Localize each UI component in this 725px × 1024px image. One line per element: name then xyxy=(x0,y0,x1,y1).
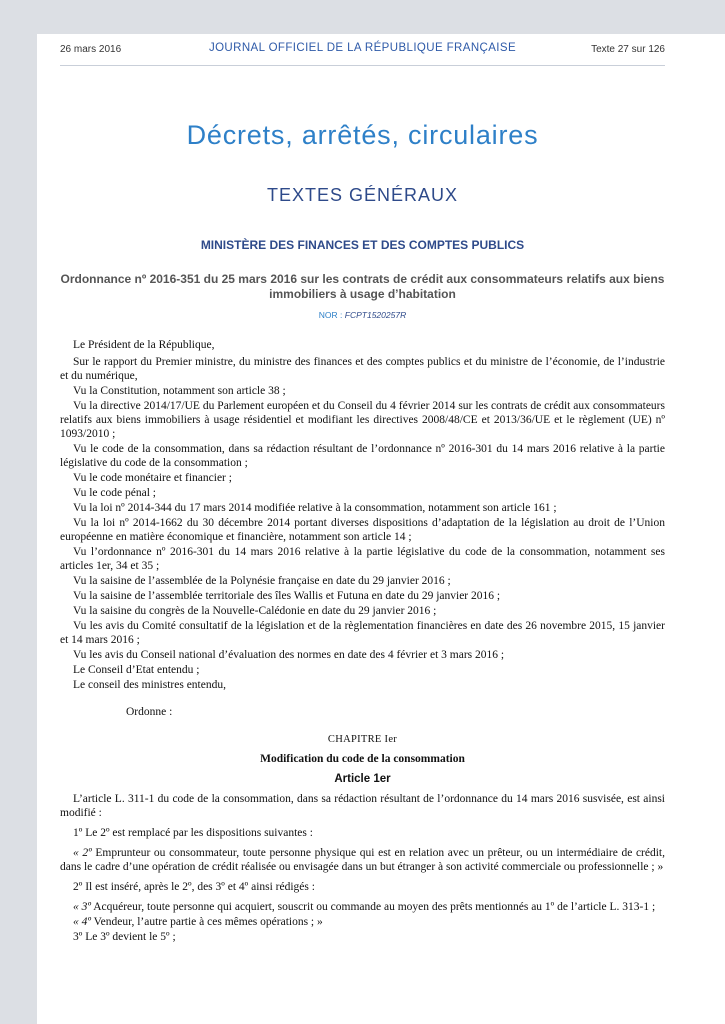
chapter-title: Modification du code de la consommation xyxy=(260,753,465,765)
preamble-line: Vu l’ordonnance nº 2016-301 du 14 mars 2016 relative à la partie législative du code de la consommation, notamment ses articles 1er, 34 et 35 ; xyxy=(60,546,665,572)
section-title: Décrets, arrêtés, circulaires xyxy=(186,120,539,150)
preamble-line: Le Président de la République, xyxy=(73,339,215,351)
header-texte: Texte 27 sur 126 xyxy=(591,44,665,55)
header-date: 26 mars 2016 xyxy=(60,44,122,55)
article-intro: L’article L. 311-1 du code de la consommation, dans sa rédaction résultant de l’ordonnance du 14 mars 2016 susvisée, est ainsi modifié : xyxy=(60,793,665,819)
preamble-line: Vu la saisine du congrès de la Nouvelle-Calédonie en date du 29 janvier 2016 ; xyxy=(73,605,437,617)
preamble-line: Vu le code monétaire et financier ; xyxy=(73,472,232,484)
quote-text: Acquéreur, toute personne qui acquiert, souscrit ou commande au moyen des prêts mentionnés au 1º de l’article L. 313-1 ; xyxy=(90,901,656,913)
preamble-line: Vu le code de la consommation, dans sa rédaction résultant de l’ordonnance nº 2016-301 du 14 mars 2016 relative à la partie législative du code de la consommation ; xyxy=(60,443,665,469)
preamble-line: Sur le rapport du Premier ministre, du ministre des finances et des comptes publics et du ministre de l’économie, de l’industrie et du numérique, xyxy=(60,356,665,382)
page-header xyxy=(60,42,665,58)
quote-text: Vendeur, l’autre partie à ces mêmes opérations ; » xyxy=(90,916,323,928)
article-point-3: 3º Le 3º devient le 5º ; xyxy=(73,931,176,943)
preamble-line: Vu la loi nº 2014-344 du 17 mars 2014 modifiée relative à la consommation, notamment son article 161 ; xyxy=(73,502,557,514)
ordonnance-title: Ordonnance nº 2016-351 du 25 mars 2016 sur les contrats de crédit aux consommateurs relatifs aux biens immobiliers à usage d’habitation xyxy=(60,272,665,301)
document-body xyxy=(60,338,665,945)
preamble-line: Vu le code pénal ; xyxy=(73,487,156,499)
article-point-1: 1º Le 2º est remplacé par les dispositions suivantes : xyxy=(73,827,313,839)
preamble-line: Vu la Constitution, notamment son article 38 ; xyxy=(73,385,286,397)
quote-number: « 3º xyxy=(73,901,91,913)
header-journal: JOURNAL OFFICIEL DE LA RÉPUBLIQUE FRANÇAISE xyxy=(208,42,517,54)
header-divider xyxy=(60,65,665,66)
article-quote xyxy=(60,846,665,874)
preamble-line: Vu la directive 2014/17/UE du Parlement européen et du Conseil du 4 février 2014 sur les contrats de crédit aux consommateurs relatifs aux biens immobiliers à usage résidentiel et modifiant les directives 2008/48/CE et 2013/36/UE et le règlement (UE) nº 1093/2010 ; xyxy=(60,400,665,440)
article-quote xyxy=(60,915,665,929)
article-heading: Article 1er xyxy=(334,773,391,785)
quote-text: Emprunteur ou consommateur, toute personne physique qui est en relation avec un prêteur, ou un intermédiaire de crédit, dans le cadre d’une opération de crédit réalisée ou envisagée dans un but étranger à son activité commerciale ou professionnelle ; » xyxy=(60,847,665,873)
nor-value: FCPT1520257R xyxy=(344,310,407,320)
preamble-line: Vu les avis du Comité consultatif de la législation et de la règlementation financières en date des 26 novembre 2015, 15 janvier et 14 mars 2016 ; xyxy=(60,620,665,646)
preamble-line: Vu la loi nº 2014-1662 du 30 décembre 2014 portant diverses dispositions d’adaptation de la législation au droit de l’Union européenne en matière économique et financière, notamment son article 14 ; xyxy=(60,517,665,543)
article-point-2: 2º Il est inséré, après le 2º, des 3º et 4º ainsi rédigés : xyxy=(73,881,315,893)
quote-number: « 4º xyxy=(73,916,91,928)
nor-label: NOR : xyxy=(318,310,345,320)
ministry-name: MINISTÈRE DES FINANCES ET DES COMPTES PUBLICS xyxy=(200,238,525,252)
preamble-line: Le Conseil d’Etat entendu ; xyxy=(73,664,200,676)
ordonne: Ordonne : xyxy=(126,706,173,718)
preamble-line: Vu la saisine de l’assemblée territoriale des îles Wallis et Futuna en date du 29 janvier 2016 ; xyxy=(73,590,501,602)
preamble-line: Vu les avis du Conseil national d’évaluation des normes en date des 4 février et 3 mars 2016 ; xyxy=(73,649,505,661)
preamble-line: Le conseil des ministres entendu, xyxy=(73,679,226,691)
nor-reference xyxy=(0,310,725,320)
preamble-line: Vu la saisine de l’assemblée de la Polynésie française en date du 29 janvier 2016 ; xyxy=(73,575,451,587)
chapter-label: CHAPITRE Ier xyxy=(327,734,398,745)
quote-number: « 2º xyxy=(73,847,92,859)
section-subtitle: TEXTES GÉNÉRAUX xyxy=(266,185,459,205)
article-quote xyxy=(60,900,665,914)
